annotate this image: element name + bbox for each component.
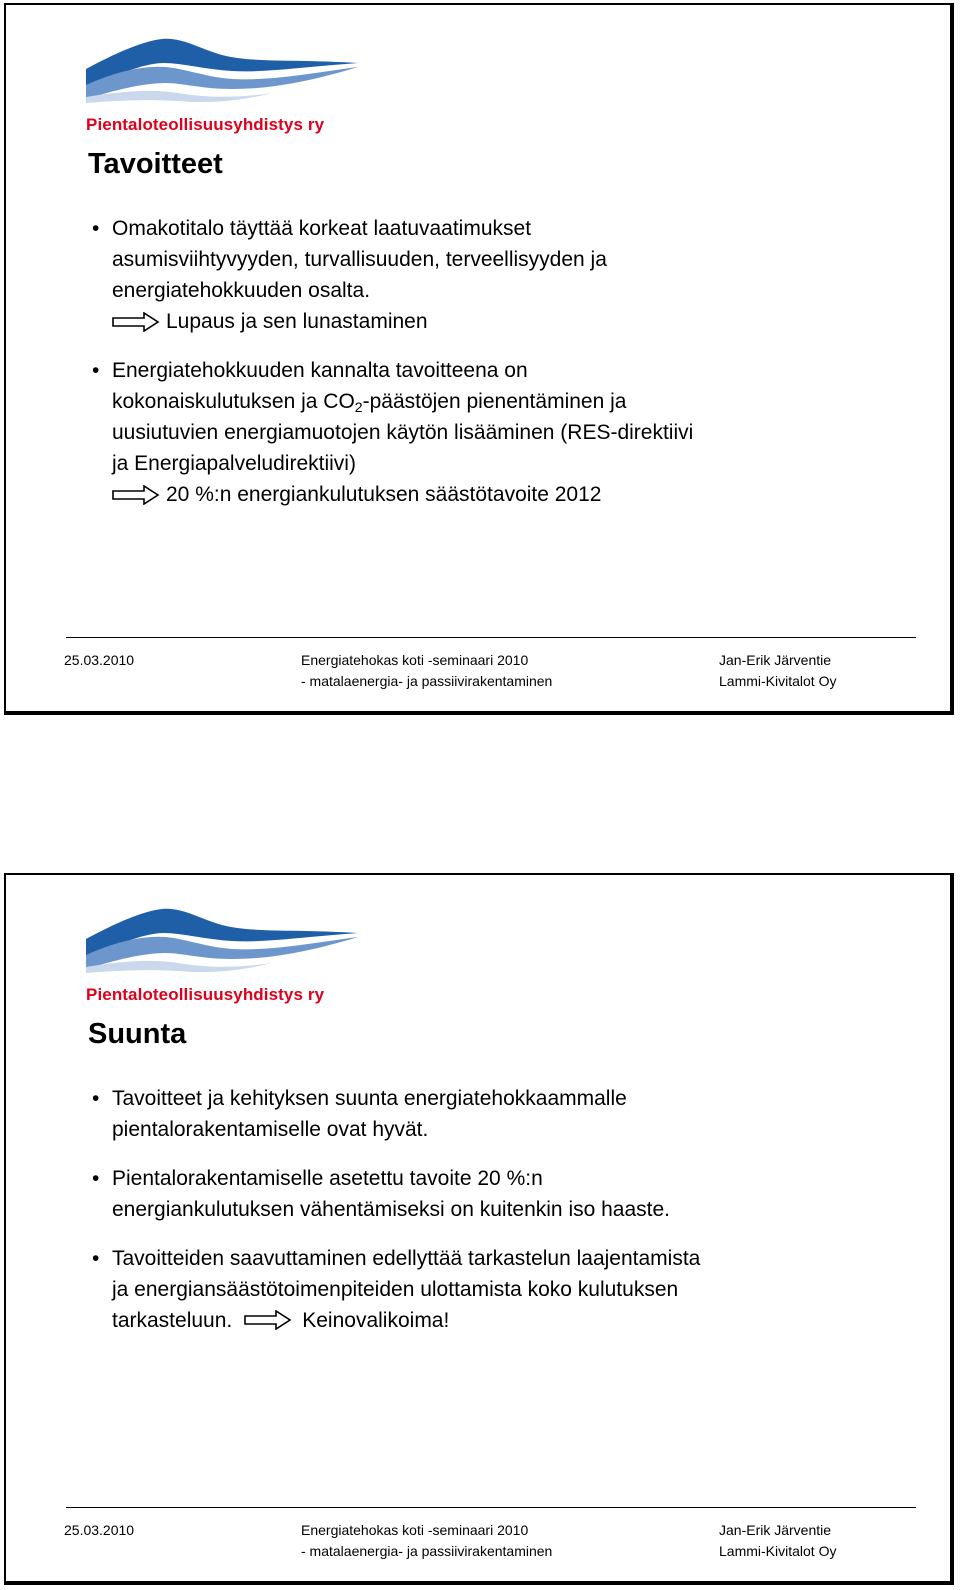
footer-event-line2: - matalaenergia- ja passiivirakentaminen bbox=[301, 673, 553, 689]
bullet-text: kokonaiskulutuksen ja CO bbox=[112, 390, 355, 413]
footer-author-name: Jan-Erik Järventie bbox=[719, 652, 832, 668]
outline-right-arrow-icon bbox=[112, 485, 160, 505]
footer-event-line1: Energiatehokas koti -seminaari 2010 bbox=[301, 1522, 529, 1538]
slide-tavoitteet bbox=[4, 3, 954, 715]
bullet-line: Tavoitteiden saavuttaminen edellyttää tarkastelun laajentamista bbox=[112, 1247, 701, 1270]
bullet-line: Tavoitteet ja kehityksen suunta energiatehokkaammalle bbox=[112, 1087, 627, 1110]
bullet-line: Pientalorakentamiselle asetettu tavoite 20 %:n bbox=[112, 1167, 543, 1190]
slide-suunta bbox=[4, 873, 954, 1585]
bullet-dot-icon: • bbox=[92, 1247, 100, 1270]
slide-title: Suunta bbox=[88, 1018, 187, 1050]
bullet-text: Keinovalikoima! bbox=[302, 1309, 450, 1332]
organization-logo-icon bbox=[82, 33, 362, 103]
footer-event bbox=[301, 650, 552, 692]
bullet-dot-icon: • bbox=[92, 217, 100, 240]
footer-divider bbox=[66, 1507, 916, 1508]
footer-company: Lammi-Kivitalot Oy bbox=[719, 1543, 837, 1559]
outline-right-arrow-icon bbox=[112, 312, 160, 332]
bullet-text: tarkasteluun. bbox=[112, 1309, 233, 1332]
subscript-text: 2 bbox=[354, 399, 363, 415]
footer-author bbox=[719, 1520, 836, 1562]
bullet-line: pientalorakentamiselle ovat hyvät. bbox=[112, 1118, 429, 1141]
slide-content bbox=[88, 213, 908, 528]
bullet-line: Energiatehokkuuden kannalta tavoitteena on bbox=[112, 359, 528, 382]
footer-date bbox=[64, 650, 134, 671]
bullet-item bbox=[88, 213, 908, 337]
bullet-line bbox=[112, 1305, 908, 1336]
sub-point bbox=[88, 306, 908, 337]
bullet-line: ja Energiapalveludirektiivi) bbox=[112, 452, 356, 475]
bullet-line: asumisviihtyvyyden, turvallisuuden, terveellisyyden ja bbox=[112, 248, 607, 271]
bullet-item bbox=[88, 1163, 908, 1225]
sub-point bbox=[88, 479, 908, 510]
footer-event bbox=[301, 1520, 552, 1562]
footer-date bbox=[64, 1520, 134, 1541]
footer-event-line1: Energiatehokas koti -seminaari 2010 bbox=[301, 652, 529, 668]
bullet-dot-icon: • bbox=[92, 359, 100, 382]
slide-title: Tavoitteet bbox=[88, 148, 223, 180]
bullet-line: uusiutuvien energiamuotojen käytön lisääminen (RES-direktiivi bbox=[112, 421, 694, 444]
organization-logo-icon bbox=[82, 903, 362, 973]
sub-point-text: 20 %:n energiankulutuksen säästötavoite 2012 bbox=[166, 483, 602, 506]
sub-point-text: Lupaus ja sen lunastaminen bbox=[166, 310, 428, 333]
organization-name: Pientaloteollisuusyhdistys ry bbox=[86, 115, 325, 134]
organization-name: Pientaloteollisuusyhdistys ry bbox=[86, 985, 325, 1004]
bullet-line: Omakotitalo täyttää korkeat laatuvaatimukset bbox=[112, 217, 532, 240]
footer-author-name: Jan-Erik Järventie bbox=[719, 1522, 832, 1538]
footer-company: Lammi-Kivitalot Oy bbox=[719, 673, 837, 689]
footer-date-text: 25.03.2010 bbox=[64, 652, 135, 668]
footer-divider bbox=[66, 637, 916, 638]
bullet-line: energiankulutuksen vähentämiseksi on kuitenkin iso haaste. bbox=[112, 1198, 671, 1221]
bullet-line bbox=[112, 386, 908, 417]
footer-event-line2: - matalaenergia- ja passiivirakentaminen bbox=[301, 1543, 553, 1559]
bullet-line: ja energiansäästötoimenpiteiden ulottamista koko kulutuksen bbox=[112, 1278, 679, 1301]
bullet-item bbox=[88, 1083, 908, 1145]
bullet-item bbox=[88, 1243, 908, 1336]
outline-right-arrow-icon bbox=[244, 1310, 292, 1330]
footer-author bbox=[719, 650, 836, 692]
footer-date-text: 25.03.2010 bbox=[64, 1522, 135, 1538]
bullet-dot-icon: • bbox=[92, 1167, 100, 1190]
bullet-item bbox=[88, 355, 908, 510]
bullet-line: energiatehokkuuden osalta. bbox=[112, 279, 371, 302]
slide-content bbox=[88, 1083, 908, 1354]
bullet-dot-icon: • bbox=[92, 1087, 100, 1110]
bullet-text: -päästöjen pienentäminen ja bbox=[362, 390, 627, 413]
